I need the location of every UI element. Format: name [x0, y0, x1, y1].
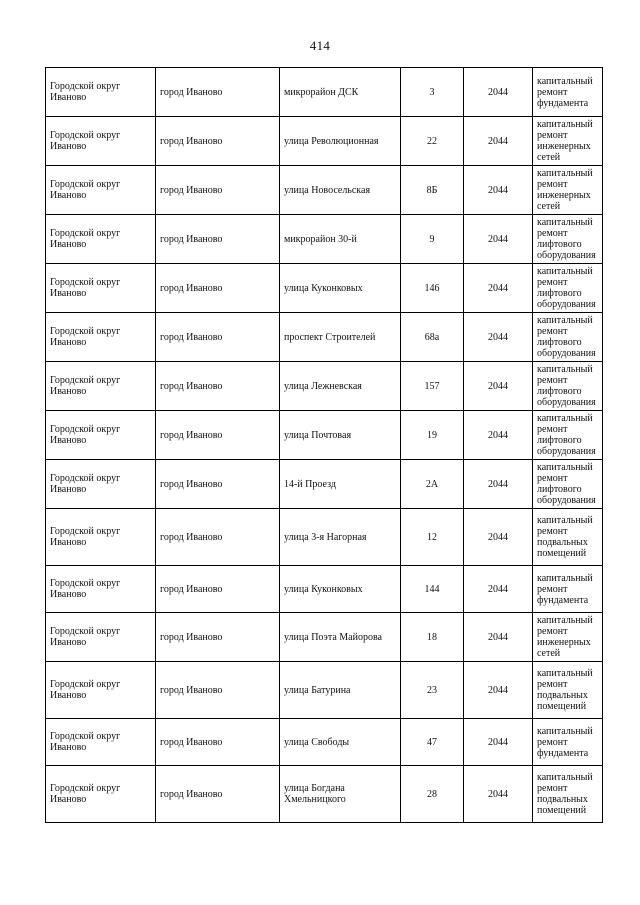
work-type-cell: капитальный ремонт фундамента: [533, 68, 603, 117]
year-cell: 2044: [464, 411, 533, 460]
table-row: [46, 313, 603, 362]
house-number-cell: 144: [401, 566, 464, 613]
settlement-cell: город Иваново: [156, 68, 280, 117]
year-cell: 2044: [464, 719, 533, 766]
settlement-cell: город Иваново: [156, 460, 280, 509]
settlement-cell: город Иваново: [156, 613, 280, 662]
house-number-cell: 12: [401, 509, 464, 566]
year-cell: 2044: [464, 215, 533, 264]
table-row: [46, 566, 603, 613]
street-cell: улица Куконковых: [280, 566, 401, 613]
street-cell: улица Поэта Майорова: [280, 613, 401, 662]
work-type-cell: капитальный ремонт фундамента: [533, 719, 603, 766]
year-cell: 2044: [464, 117, 533, 166]
table-row: [46, 117, 603, 166]
street-cell: 14-й Проезд: [280, 460, 401, 509]
house-number-cell: 9: [401, 215, 464, 264]
year-cell: 2044: [464, 166, 533, 215]
street-cell: улица Почтовая: [280, 411, 401, 460]
municipality-cell: Городской округ Иваново: [46, 264, 156, 313]
table-row: [46, 766, 603, 823]
settlement-cell: город Иваново: [156, 362, 280, 411]
page-number: 414: [309, 38, 331, 53]
year-cell: 2044: [464, 613, 533, 662]
settlement-cell: город Иваново: [156, 166, 280, 215]
house-number-cell: 47: [401, 719, 464, 766]
work-type-cell: капитальный ремонт инженерных сетей: [533, 117, 603, 166]
street-cell: улица Лежневская: [280, 362, 401, 411]
house-number-cell: 19: [401, 411, 464, 460]
table-row: [46, 662, 603, 719]
settlement-cell: город Иваново: [156, 766, 280, 823]
work-type-cell: капитальный ремонт лифтового оборудования: [533, 460, 603, 509]
table-row: [46, 68, 603, 117]
street-cell: улица Новосельская: [280, 166, 401, 215]
house-number-cell: 146: [401, 264, 464, 313]
year-cell: 2044: [464, 460, 533, 509]
work-type-cell: капитальный ремонт лифтового оборудования: [533, 264, 603, 313]
year-cell: 2044: [464, 264, 533, 313]
work-type-cell: капитальный ремонт подвальных помещений: [533, 766, 603, 823]
settlement-cell: город Иваново: [156, 117, 280, 166]
table-row: [46, 460, 603, 509]
municipality-cell: Городской округ Иваново: [46, 215, 156, 264]
repair-schedule-table: [45, 67, 603, 823]
municipality-cell: Городской округ Иваново: [46, 117, 156, 166]
year-cell: 2044: [464, 662, 533, 719]
street-cell: микрорайон 30-й: [280, 215, 401, 264]
street-cell: микрорайон ДСК: [280, 68, 401, 117]
house-number-cell: 23: [401, 662, 464, 719]
year-cell: 2044: [464, 766, 533, 823]
work-type-cell: капитальный ремонт лифтового оборудования: [533, 411, 603, 460]
settlement-cell: город Иваново: [156, 264, 280, 313]
table-row: [46, 411, 603, 460]
municipality-cell: Городской округ Иваново: [46, 662, 156, 719]
street-cell: улица Свободы: [280, 719, 401, 766]
settlement-cell: город Иваново: [156, 662, 280, 719]
work-type-cell: капитальный ремонт лифтового оборудования: [533, 362, 603, 411]
year-cell: 2044: [464, 68, 533, 117]
settlement-cell: город Иваново: [156, 566, 280, 613]
municipality-cell: Городской округ Иваново: [46, 411, 156, 460]
settlement-cell: город Иваново: [156, 411, 280, 460]
house-number-cell: 2А: [401, 460, 464, 509]
table-row: [46, 613, 603, 662]
settlement-cell: город Иваново: [156, 719, 280, 766]
work-type-cell: капитальный ремонт фундамента: [533, 566, 603, 613]
municipality-cell: Городской округ Иваново: [46, 613, 156, 662]
work-type-cell: капитальный ремонт подвальных помещений: [533, 662, 603, 719]
house-number-cell: 68а: [401, 313, 464, 362]
work-type-cell: капитальный ремонт инженерных сетей: [533, 613, 603, 662]
work-type-cell: капитальный ремонт лифтового оборудования: [533, 215, 603, 264]
municipality-cell: Городской округ Иваново: [46, 362, 156, 411]
year-cell: 2044: [464, 313, 533, 362]
street-cell: проспект Строителей: [280, 313, 401, 362]
street-cell: улица Куконковых: [280, 264, 401, 313]
work-type-cell: капитальный ремонт инженерных сетей: [533, 166, 603, 215]
table-row: [46, 264, 603, 313]
municipality-cell: Городской округ Иваново: [46, 166, 156, 215]
settlement-cell: город Иваново: [156, 313, 280, 362]
street-cell: улица 3-я Нагорная: [280, 509, 401, 566]
work-type-cell: капитальный ремонт лифтового оборудования: [533, 313, 603, 362]
municipality-cell: Городской округ Иваново: [46, 509, 156, 566]
municipality-cell: Городской округ Иваново: [46, 566, 156, 613]
table-row: [46, 215, 603, 264]
street-cell: улица Батурина: [280, 662, 401, 719]
table-row: [46, 719, 603, 766]
house-number-cell: 22: [401, 117, 464, 166]
table-row: [46, 509, 603, 566]
municipality-cell: Городской округ Иваново: [46, 766, 156, 823]
house-number-cell: 8Б: [401, 166, 464, 215]
municipality-cell: Городской округ Иваново: [46, 313, 156, 362]
table-row: [46, 362, 603, 411]
municipality-cell: Городской округ Иваново: [46, 68, 156, 117]
work-type-cell: капитальный ремонт подвальных помещений: [533, 509, 603, 566]
municipality-cell: Городской округ Иваново: [46, 719, 156, 766]
table-row: [46, 166, 603, 215]
year-cell: 2044: [464, 362, 533, 411]
settlement-cell: город Иваново: [156, 509, 280, 566]
municipality-cell: Городской округ Иваново: [46, 460, 156, 509]
house-number-cell: 3: [401, 68, 464, 117]
house-number-cell: 18: [401, 613, 464, 662]
street-cell: улица Богдана Хмельницкого: [280, 766, 401, 823]
year-cell: 2044: [464, 566, 533, 613]
street-cell: улица Революционная: [280, 117, 401, 166]
settlement-cell: город Иваново: [156, 215, 280, 264]
house-number-cell: 157: [401, 362, 464, 411]
house-number-cell: 28: [401, 766, 464, 823]
year-cell: 2044: [464, 509, 533, 566]
